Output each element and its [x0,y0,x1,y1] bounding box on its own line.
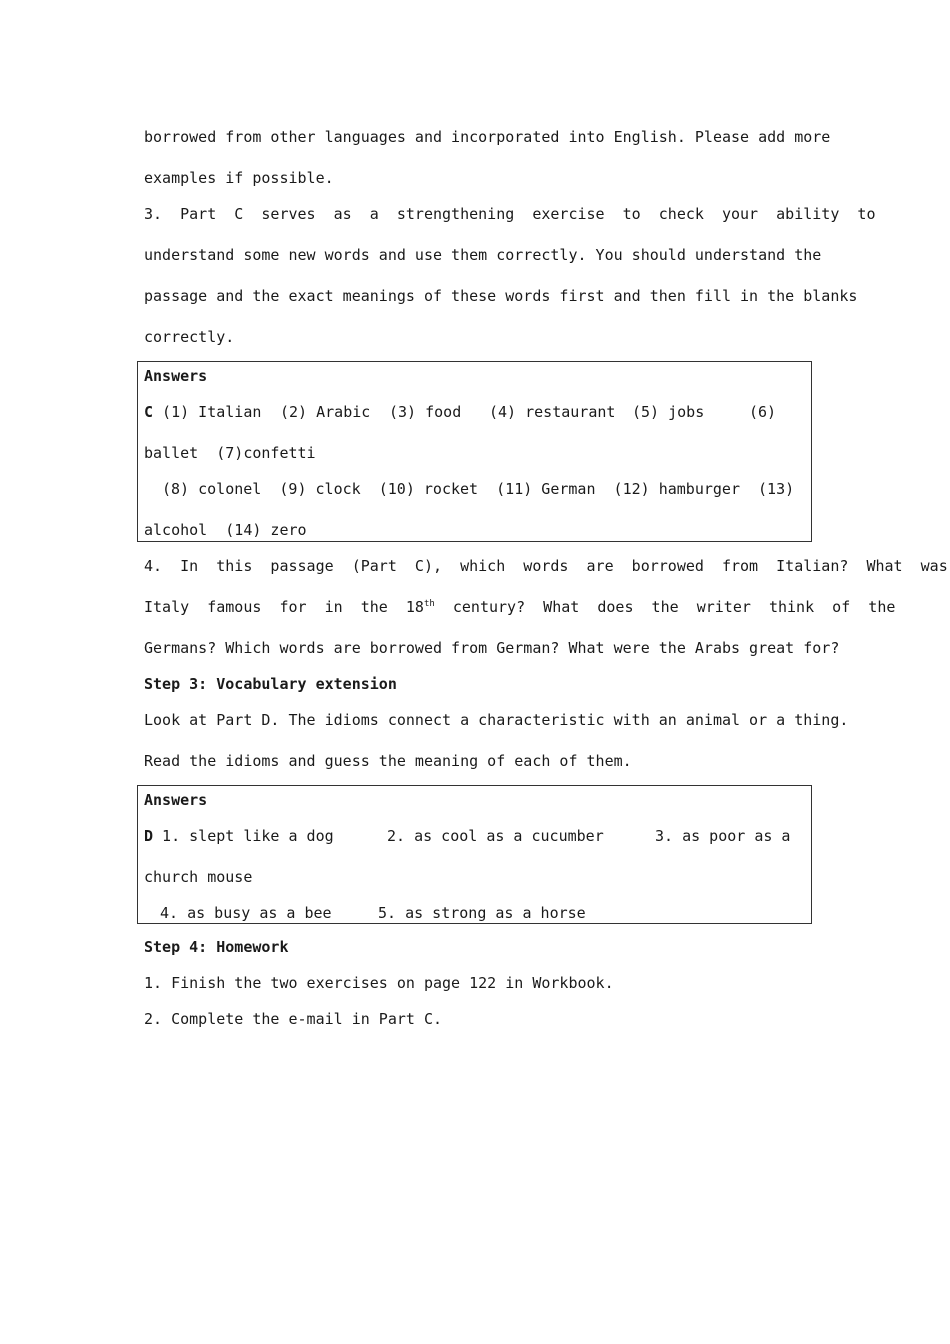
item4-line-3: Germans? Which words are borrowed from German? What were the Arabs great for? [144,639,840,657]
item4-line-1: 4. In this passage (Part C), which words are borrowed from Italian? What was [144,557,948,575]
answer-d-5: 5. as strong as a horse [378,904,586,922]
answers-c-row-3: (8) colonel (9) clock (10) rocket (11) German (12) hamburger (13) [162,480,795,498]
intro-line-1: borrowed from other languages and incorporated into English. Please add more [144,128,831,146]
answer-d-4: 4. as busy as a bee [160,904,332,922]
answers-c-letter: C (1) Italian [144,403,262,421]
answer-c-4: (4) restaurant [489,403,616,421]
intro-line-2: examples if possible. [144,169,334,187]
item3-line-4: correctly. [144,328,235,346]
item3-line-1: 3. Part C serves as a strengthening exercise to check your ability to [144,205,876,223]
step3-heading: Step 3: Vocabulary extension [144,675,397,693]
answer-c-3: (3) food [389,403,462,421]
answers-c-box [137,361,812,542]
step4-line-2: 2. Complete the e-mail in Part C. [144,1010,443,1028]
answers-c-row-2: ballet (7)confetti [144,444,316,462]
answers-c-row-4: alcohol (14) zero [144,521,307,539]
answer-c-6: (6) [749,403,777,421]
answer-d-1: D 1. slept like a dog [144,827,334,845]
answer-d-3: 3. as poor as a [655,827,791,845]
step4-line-1: 1. Finish the two exercises on page 122 in Workbook. [144,974,614,992]
item4-line-2: Italy famous for in the 18th century? What does the writer think of the [144,598,896,616]
answer-c-5: (5) jobs [632,403,705,421]
answers-c-heading: Answers [144,367,208,385]
answer-c-2: (2) Arabic [280,403,371,421]
answers-d-box [137,785,812,924]
step4-heading: Step 4: Homework [144,938,289,956]
answer-d-3-continued: church mouse [144,868,253,886]
item3-line-2: understand some new words and use them correctly. You should understand the [144,246,822,264]
step3-line-1: Look at Part D. The idioms connect a characteristic with an animal or a thing. [144,711,849,729]
step3-line-2: Read the idioms and guess the meaning of each of them. [144,752,632,770]
answers-d-heading: Answers [144,791,208,809]
item3-line-3: passage and the exact meanings of these words first and then fill in the blanks [144,287,858,305]
answer-d-2: 2. as cool as a cucumber [387,827,604,845]
